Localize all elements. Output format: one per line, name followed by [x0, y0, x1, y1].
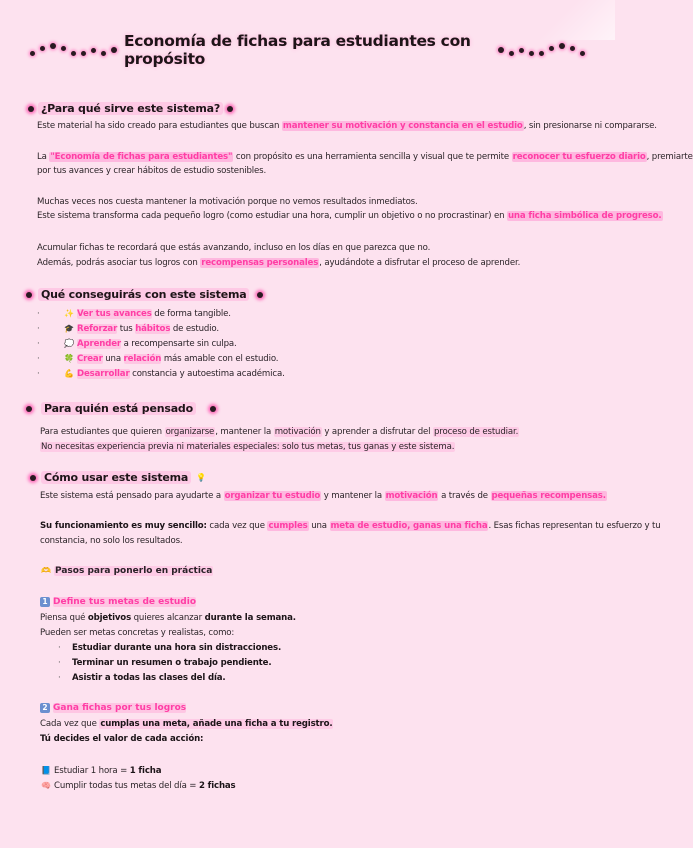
list-item: · Asistir a todas las clases del día.: [58, 673, 226, 683]
paragraph: Piensa qué objetivos quieres alcanzar durante la semana.: [40, 613, 296, 623]
paragraph-line: Muchas veces nos cuesta mantener la motivación porque no vemos resultados inmediatos.: [37, 197, 418, 207]
step-2-heading: 2 Gana fichas por tus logros: [40, 703, 186, 713]
section-heading-audience: [26, 402, 216, 415]
heart-hands-icon: 🫶: [41, 566, 51, 575]
sparkles-icon: ✨: [64, 309, 74, 318]
list-item: · 💭 Aprender a recompensarte sin culpa.: [37, 339, 237, 349]
steps-heading: 🫶 Pasos para ponerlo en práctica: [41, 566, 213, 576]
paragraph-line: Acumular fichas te recordará que estás avanzando, incluso en los días en que parezca que no.: [37, 243, 431, 253]
blue-book-icon: 📘: [41, 766, 51, 775]
title-row: [30, 32, 585, 68]
paragraph: Para estudiantes que quieren organizarse, mantener la motivación y aprender a disfrutar del proceso de estudiar.: [40, 427, 519, 437]
list-item: · Terminar un resumen o trabajo pendiente.: [58, 658, 272, 668]
example-line: 📘 Estudiar 1 hora = 1 ficha: [41, 766, 162, 776]
paragraph: Además, podrás asociar tus logros con recompensas personales, ayudándote a disfrutar el proceso de aprender.: [37, 258, 521, 268]
list-item: · 🎓 Reforzar tus hábitos de estudio.: [37, 324, 219, 334]
section-heading-text: Cómo usar este sistema: [41, 471, 191, 484]
paragraph: La "Economía de fichas para estudiantes" con propósito es una herramienta sencilla y visual que te permite reconocer tu esfuerzo diario, premiarte: [37, 152, 693, 162]
paragraph: Este sistema transforma cada pequeño logro (como estudiar una hora, cumplir un objetivo o no procrastinar) en una ficha simbólica de progreso.: [37, 211, 662, 221]
section-heading-text: Para quién está pensado: [41, 402, 196, 415]
graduation-cap-icon: 🎓: [64, 324, 74, 333]
list-item: · ✨ Ver tus avances de forma tangible.: [37, 309, 231, 319]
paragraph: Este sistema está pensado para ayudarte a organizar tu estudio y mantener la motivación a través de pequeñas recompensas.: [40, 491, 606, 501]
step-1-heading: 1 Define tus metas de estudio: [40, 597, 196, 607]
section-heading-benefits: [26, 288, 263, 301]
clover-icon: 🍀: [64, 354, 74, 363]
list-item: · 🍀 Crear una relación más amable con el estudio.: [37, 354, 279, 364]
corner-decoration: [525, 0, 615, 40]
right-dots-decoration: [498, 47, 585, 53]
flexed-arm-icon: 💪: [64, 369, 74, 378]
paragraph-line: No necesitas experiencia previa ni materiales especiales: solo tus metas, tus ganas y este sistema.: [41, 442, 455, 452]
number-two-badge: 2: [40, 703, 50, 713]
paragraph: Cada vez que cumplas una meta, añade una ficha a tu registro.: [40, 719, 333, 729]
brain-icon: 🧠: [41, 781, 51, 790]
paragraph-line: por tus avances y crear hábitos de estudio sostenibles.: [37, 166, 267, 176]
section-heading-text: Qué conseguirás con este sistema: [38, 288, 249, 301]
section-heading-how-to: [30, 471, 209, 484]
paragraph-line: Tú decides el valor de cada acción:: [40, 734, 204, 744]
list-item: · Estudiar durante una hora sin distracciones.: [58, 643, 282, 653]
paragraph: Su funcionamiento es muy sencillo: cada vez que cumples una meta de estudio, ganas una ficha. Esas fichas representan tu esfuerzo y tu: [40, 521, 661, 531]
page-title: Economía de fichas para estudiantes con propósito: [124, 32, 471, 68]
number-one-badge: 1: [40, 597, 50, 607]
section-heading-purpose: [28, 102, 233, 115]
left-dots-decoration: [30, 47, 117, 53]
list-item: · 💪 Desarrollar constancia y autoestima académica.: [37, 369, 285, 379]
example-line: 🧠 Cumplir todas tus metas del día = 2 fichas: [41, 781, 236, 791]
paragraph-line: constancia, no solo los resultados.: [40, 536, 183, 546]
lightbulb-icon: 💡: [196, 473, 207, 482]
section-heading-text: ¿Para qué sirve este sistema?: [38, 102, 223, 115]
thought-bubble-icon: 💭: [64, 339, 74, 348]
paragraph-line: Pueden ser metas concretas y realistas, como:: [40, 628, 235, 638]
paragraph: Este material ha sido creado para estudiantes que buscan mantener su motivación y constancia en el estudio, sin presionarse ni compararse.: [37, 121, 657, 131]
